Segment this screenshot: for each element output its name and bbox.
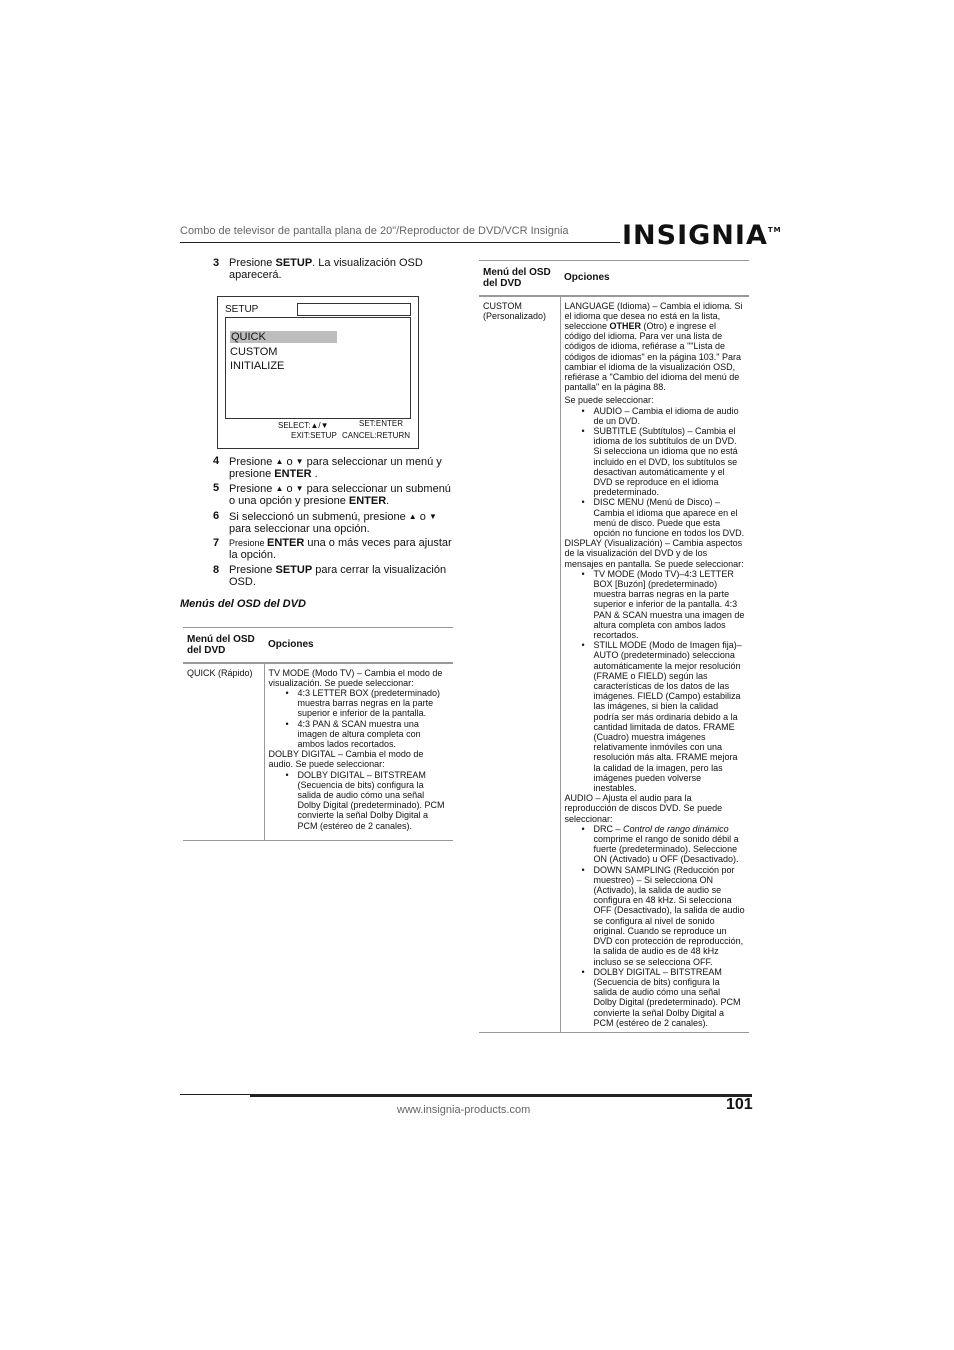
list-item: • DOLBY DIGITAL – BITSTREAM (Secuencia de bits) configura la salida de audio cómo una señal Dolby Digital (predeterminado). PCM convierte la señal Dolby Digital a PCM (estéreo de 2 canales).: [594, 967, 746, 1028]
option-list: [269, 770, 450, 831]
page-number: 101: [726, 1096, 753, 1113]
insignia-logo: [622, 220, 782, 251]
step-text-part: para seleccionar un submenú o una opción y presione: [229, 483, 451, 507]
up-arrow-icon: ▲: [310, 421, 319, 430]
osd-title: SETUP: [225, 304, 259, 315]
step-text-part: para seleccionar un menú y presione: [229, 456, 442, 480]
table-header-options: Opciones: [560, 261, 749, 296]
step-text: [229, 483, 458, 507]
step-text-part: o: [416, 511, 429, 523]
step-keyword: ENTER: [348, 494, 387, 507]
osd-option-quick: QUICK: [230, 331, 337, 343]
list-item: • 4:3 PAN & SCAN muestra una imagen de altura completa con ambos lados recortados.: [298, 719, 450, 750]
step-text-part: para seleccionar una opción.: [229, 522, 370, 535]
down-arrow-icon: ▼: [295, 484, 304, 493]
step-3: [213, 258, 458, 281]
step-text-part: Presione: [229, 257, 276, 269]
option-list: [269, 688, 450, 749]
step-text-part: una o más veces para ajustar la opción.: [229, 537, 452, 561]
option-paragraph: DISPLAY (Visualización) – Cambia aspectos de la visualización del DVD y de los mensajes en pantalla. Se puede seleccionar:: [564, 538, 744, 569]
option-paragraph: DOLBY DIGITAL – Cambia el modo de audio. Se puede seleccionar:: [268, 749, 424, 770]
down-arrow-icon: ▼: [320, 421, 329, 430]
list-item: • DISC MENU (Menú de Disco) – Cambia el idioma que aparece en el menú de disco. Puede que esta opción no funcione en todos los DVD.: [594, 497, 746, 538]
step-text-part: .: [386, 494, 390, 507]
logo-trademark: TM: [767, 226, 782, 234]
text-part: DRC –: [593, 823, 624, 834]
list-item: • STILL MODE (Modo de Imagen fija)–AUTO (predeterminado) selecciona automáticamente la mejor resolución (FRAME o FIELD) según las características de los datos de las imágenes. FIELD (Campo) estabiliza las imágenes, si bien la calidad podría ser más ordinaria debido a la cantidad limitada de datos. FRAME (Cuadro) muestra imágenes relativamente inmóviles con una resolución más alta. FRAME mejora la calidad de la imagen, pero las imágenes pueden volverse inestables.: [594, 640, 746, 793]
header-rule: [180, 242, 620, 243]
row-options: [560, 296, 749, 1033]
step-7: [213, 538, 458, 561]
step-text: [229, 511, 458, 535]
osd-select-hint: SELECT:▲/▼: [278, 421, 329, 430]
step-text-part: Si seleccionó un submenú, presione: [229, 511, 409, 523]
step-text: [229, 565, 458, 588]
step-text-part: .: [311, 467, 318, 480]
step-4: [213, 456, 458, 480]
up-arrow-icon: ▲: [408, 512, 417, 521]
option-paragraph: TV MODE (Modo TV) – Cambia el modo de visualización. Se puede seleccionar:: [268, 667, 443, 688]
step-text-part: Presione: [229, 538, 268, 548]
list-item: • DOLBY DIGITAL – BITSTREAM (Secuencia de bits) configura la salida de audio cómo una señal Dolby Digital (predeterminado). PCM convierte la señal Dolby Digital a PCM (estéreo de 2 canales).: [298, 770, 450, 831]
text-keyword: OTHER: [609, 320, 642, 331]
step-text: [229, 456, 458, 480]
running-header: Combo de televisor de pantalla plana de 20"/Reproductor de DVD/VCR Insignia: [180, 225, 569, 237]
up-arrow-icon: ▲: [275, 484, 284, 493]
option-list: [565, 569, 746, 793]
down-arrow-icon: ▼: [428, 512, 437, 521]
step-keyword: SETUP: [275, 564, 313, 576]
table-header-menu: Menú del OSD del DVD: [183, 628, 264, 663]
osd-table-quick: [183, 627, 453, 841]
step-text-part: o: [283, 483, 296, 495]
list-item: [594, 824, 746, 865]
osd-cancel-hint: CANCEL:RETURN: [342, 431, 411, 440]
table-header-options: Opciones: [264, 628, 453, 663]
osd-title-box: [297, 303, 411, 316]
row-label: CUSTOM (Personalizado): [479, 296, 560, 1033]
step-text: [229, 538, 458, 561]
text-part: (Otro) e ingrese el código del idioma. Para ver una lista de códigos de idioma, refiérase a ""Lista de códigos de idiomas" en la página 103." Para cambiar el idioma de la visualización OSD, refiérase a "Cambio del idioma del menú de pantalla" en la página 88.: [564, 320, 742, 393]
step-number: 4: [213, 455, 220, 467]
step-keyword: SETUP: [275, 257, 313, 269]
step-text-part: . La visualización OSD aparecerá.: [229, 257, 423, 281]
step-text-part: Presione: [229, 456, 276, 468]
step-6: [213, 511, 458, 535]
up-arrow-icon: ▲: [275, 457, 284, 466]
step-text-part: Presione: [229, 483, 276, 495]
step-number: 5: [213, 482, 220, 494]
osd-menu-area: [225, 317, 411, 419]
footer-rule-thick: [250, 1095, 752, 1097]
table-row-quick: [183, 663, 453, 841]
step-number: 6: [213, 510, 220, 522]
option-paragraph: Se puede seleccionar:: [564, 395, 654, 406]
step-number: 8: [213, 564, 220, 576]
step-keyword: ENTER: [267, 537, 305, 549]
step-text: [229, 258, 458, 281]
osd-setup-screen: [217, 296, 419, 449]
list-item: • SUBTITLE (Subtítulos) – Cambia el idioma de los subtítulos de un DVD. Si selecciona un idioma que no está incluido en el DVD, los subtítulos se desactivan automáticamente y el DVD se reproduce en el idioma predeterminado.: [594, 426, 746, 497]
step-text-part: o: [283, 456, 296, 468]
row-label: QUICK (Rápido): [183, 663, 264, 841]
list-item: • TV MODE (Modo TV)–4:3 LETTER BOX [Buzón] (predeterminado) muestra barras negras en la parte superior e inferior de la pantalla. 4:3 PAN & SCAN muestra una imagen de altura completa con ambos lados recortados.: [594, 569, 746, 640]
step-keyword: ENTER: [274, 467, 312, 480]
osd-select-label: SELECT:: [278, 421, 311, 430]
osd-exit-hint: EXIT:SETUP: [291, 431, 337, 440]
step-number: 3: [213, 257, 220, 269]
text-part: LANGUAGE (Idioma) – Cambia el idioma. Si el idioma que desea no está en la lista, seleccione: [564, 300, 743, 331]
osd-set-hint: SET:ENTER: [359, 419, 404, 428]
step-text-part: Presione: [229, 564, 276, 576]
table-header-menu: Menú del OSD del DVD: [479, 261, 560, 296]
osd-option-custom: CUSTOM: [230, 346, 278, 358]
step-text-part: para cerrar la visualización OSD.: [229, 564, 447, 588]
step-number: 7: [213, 537, 220, 549]
table-row-custom: [479, 296, 749, 1033]
option-paragraph: [565, 301, 746, 393]
option-paragraph: AUDIO – Ajusta el audio para la reproducción de discos DVD. Se puede seleccionar:: [564, 793, 723, 824]
osd-table-custom: [479, 260, 749, 1033]
option-list: [565, 406, 746, 539]
text-part: comprime el rango de sonido débil a fuerte (predeterminado). Seleccione ON (Activado) u OFF (Desactivado).: [593, 834, 739, 865]
list-item: • AUDIO – Cambia el idioma de audio de un DVD.: [594, 406, 746, 426]
osd-option-initialize: INITIALIZE: [230, 360, 285, 372]
down-arrow-icon: ▼: [295, 457, 304, 466]
row-options: [264, 663, 453, 841]
option-list: [565, 824, 746, 1028]
text-italic: Control de rango dinámico: [623, 823, 729, 834]
step-8: [213, 565, 458, 588]
section-title: Menús del OSD del DVD: [180, 598, 306, 610]
list-item: • 4:3 LETTER BOX (predeterminado) muestra barras negras en la parte superior e inferior de la pantalla.: [298, 688, 450, 719]
step-5: [213, 483, 458, 507]
list-item: • DOWN SAMPLING (Reducción por muestreo) – Si selecciona ON (Activado), la salida de audio se configura en 48 kHz. Si selecciona OFF (Desactivado), la salida de audio se configura al nivel de sonido original. Cuando se reproduce un DVD con protección de reproducción, la salida de audio es de 48 kHz incluso se se selecciona OFF.: [594, 865, 746, 967]
logo-text: INSIGNIA: [622, 220, 768, 251]
footer-url: www.insignia-products.com: [397, 1104, 531, 1116]
